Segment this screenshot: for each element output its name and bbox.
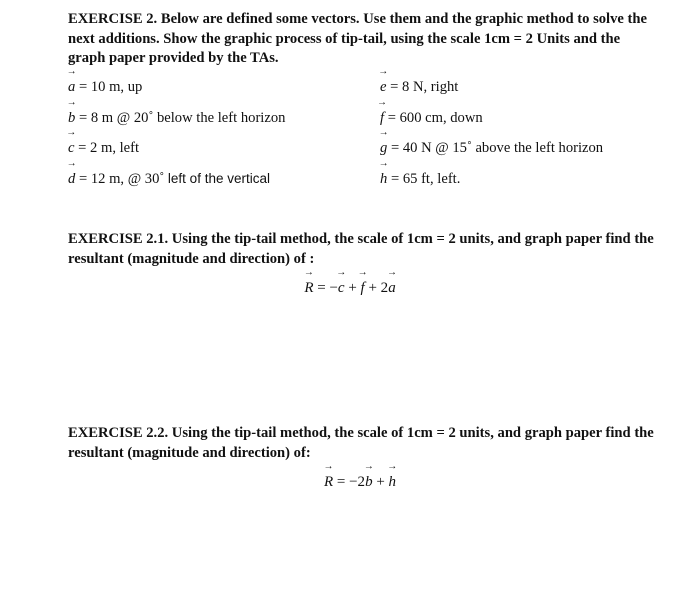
vector-c [68,138,285,158]
vector-e-value: = 8 N, right [390,79,459,95]
vector-b [68,108,285,128]
formula-2-plus: + [372,474,389,490]
vector-h [380,169,603,189]
vector-d [68,169,285,189]
formula-2-equals: = −2 [333,474,366,490]
vector-h-value: = 65 ft, left. [390,170,461,187]
vector-a-symbol: → a [68,77,75,97]
vector-g [380,138,603,158]
vector-d-symbol: → d [68,169,75,189]
formula-1-plus-1: + [344,280,361,296]
vector-e-symbol: → e [380,77,386,97]
vector-list-left [68,77,285,199]
vector-a [68,77,285,97]
vector-d-value: = 12 m, @ 30˚ [78,170,168,187]
exercise-2-1-formula [0,278,700,298]
exercise-2-intro: EXERCISE 2. Below are defined some vectors. Use them and the graphic method to solve the next additions. Show the graphic process of tip-tail, using the scale 1cm = 2 Units and the graph paper provided by the TAs. [68,11,647,66]
exercise-2-1-text: EXERCISE 2.1. Using the tip-tail method, the scale of 1cm = 2 units, and graph paper find the resultant (magnitude and direction) of : [68,231,654,267]
formula-1-equals: = − [313,280,338,296]
formula-1-f-symbol: → f [361,278,365,298]
formula-2-h-symbol: → h [389,472,397,492]
formula-1-c-symbol: → c [338,278,345,298]
vector-b-value: = 8 m @ 20˚ below the left horizon [78,109,286,126]
vector-c-value: = 2 m, left [78,140,140,156]
vector-d-value-direction: left of the vertical [167,170,270,186]
vector-f-value: = 600 cm, down [387,109,483,126]
exercise-2-2-text: EXERCISE 2.2. Using the tip-tail method, the scale of 1cm = 2 units, and graph paper find the resultant (magnitude and direction) of: [68,425,654,461]
vector-g-symbol: → g [380,138,387,158]
vector-a-value: = 10 m, up [78,79,143,95]
formula-1-a-symbol: → a [388,278,396,298]
formula-1-resultant-symbol: → R [304,278,313,298]
formula-2-resultant-symbol: → R [324,472,333,492]
exercise-2-2-formula [10,472,700,492]
formula-1-plus-2: + 2 [364,280,389,296]
vector-f [380,108,603,128]
vector-f-symbol: → f [380,108,384,128]
vector-c-symbol: → c [68,138,74,158]
formula-2-b-symbol: → b [365,472,373,492]
vector-e [380,77,603,97]
vector-g-value: = 40 N @ 15˚ above the left horizon [390,140,604,156]
vector-list-right [380,77,603,199]
vector-h-symbol: → h [380,169,387,189]
vector-b-symbol: → b [68,108,75,128]
